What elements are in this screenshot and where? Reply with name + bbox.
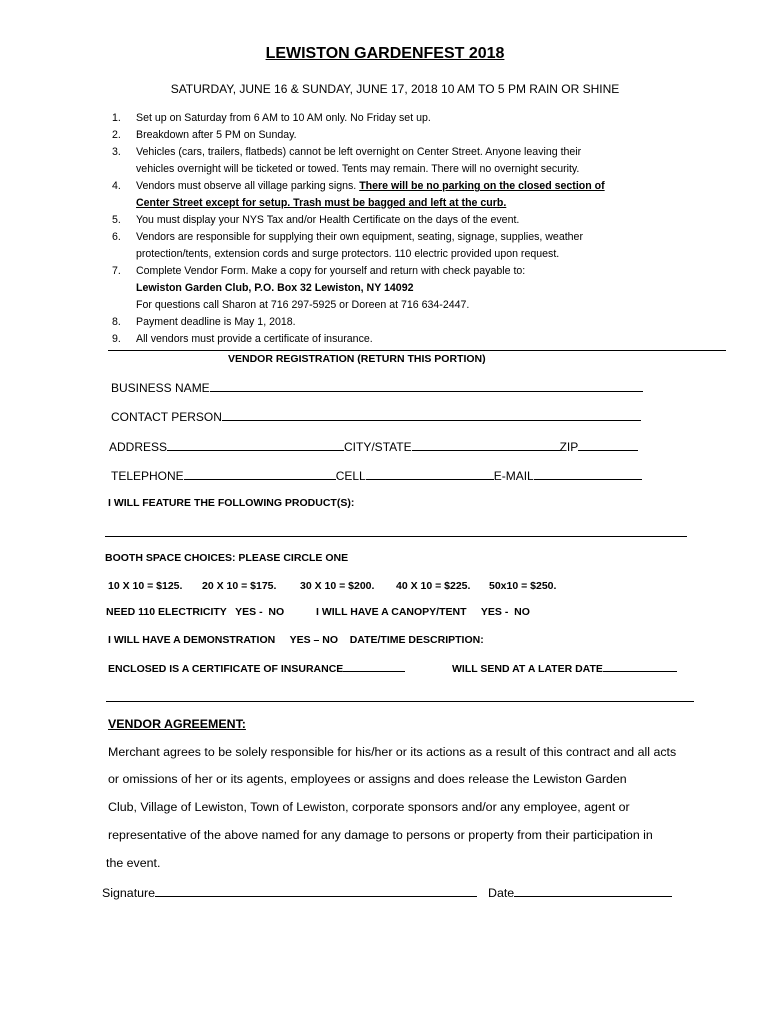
booth-title: BOOTH SPACE CHOICES: PLEASE CIRCLE ONE — [105, 552, 349, 564]
business-name-field[interactable] — [210, 380, 643, 392]
booth-option-30x10[interactable]: 30 X 10 = $200. — [300, 580, 375, 592]
list-item-continued: Center Street except for setup. Trash must be bagged and left at the curb. — [136, 197, 507, 209]
agreement-line: the event. — [106, 856, 161, 870]
cell-field[interactable] — [366, 468, 494, 480]
list-item: 6. Vendors are responsible for supplying their own equipment, seating, signage, supplies, weather — [112, 231, 583, 243]
address-row — [109, 439, 638, 454]
canopy-option[interactable]: I WILL HAVE A CANOPY/TENT YES - NO — [316, 606, 530, 618]
signature-field[interactable] — [155, 884, 477, 897]
demonstration-option[interactable]: I WILL HAVE A DEMONSTRATION YES – NO DATE/TIME DESCRIPTION: — [108, 634, 484, 646]
divider — [108, 350, 726, 351]
zip-label: ZIP — [559, 440, 579, 454]
signature-label: Signature — [102, 886, 156, 900]
agreement-line: or omissions of her or its agents, employees or assigns and does release the Lewiston Garden — [108, 772, 627, 786]
booth-option-40x10[interactable]: 40 X 10 = $225. — [396, 580, 471, 592]
contact-person-field[interactable] — [222, 409, 641, 421]
list-item: 5. You must display your NYS Tax and/or Health Certificate on the days of the event. — [112, 214, 520, 226]
date-label: Date — [488, 886, 515, 900]
list-item: 4. Vendors must observe all village parking signs. There will be no parking on the closed section of — [112, 180, 605, 192]
list-item: 7. Complete Vendor Form. Make a copy for yourself and return with check payable to: — [112, 265, 526, 277]
agreement-line: Merchant agrees to be solely responsible for his/her or its actions as a result of this contract and all acts — [108, 745, 677, 759]
date-row — [488, 884, 672, 900]
later-field[interactable] — [603, 661, 677, 672]
electricity-option[interactable]: NEED 110 ELECTRICITY YES - NO — [106, 606, 285, 618]
products-field[interactable] — [105, 536, 687, 537]
telephone-label: TELEPHONE — [111, 469, 184, 483]
zip-field[interactable] — [578, 439, 638, 451]
booth-option-20x10[interactable]: 20 X 10 = $175. — [202, 580, 277, 592]
list-item: 9. All vendors must provide a certificate of insurance. — [112, 333, 373, 345]
booth-option-50x10[interactable]: 50x10 = $250. — [489, 580, 557, 592]
telephone-field[interactable] — [184, 468, 336, 480]
products-label: I WILL FEATURE THE FOLLOWING PRODUCT(S): — [108, 497, 355, 509]
list-item: 1. Set up on Saturday from 6 AM to 10 AM only. No Friday set up. — [112, 112, 431, 124]
agreement-title: VENDOR AGREEMENT: — [108, 717, 246, 731]
list-item: 2. Breakdown after 5 PM on Sunday. — [112, 129, 297, 141]
phone-row — [111, 468, 642, 483]
business-name-label: BUSINESS NAME — [111, 381, 210, 395]
city-state-label: CITY/STATE — [344, 440, 412, 454]
insurance-row — [108, 661, 405, 675]
contact-person-row — [111, 409, 641, 424]
list-item-continued: vehicles overnight will be ticketed or towed. Tents may remain. There will no overnight security. — [136, 163, 580, 175]
cell-label: CELL — [335, 469, 366, 483]
city-state-field[interactable] — [412, 439, 560, 451]
list-item-continued: protection/tents, extension cords and surge protectors. 110 electric provided upon request. — [136, 248, 560, 260]
list-item-continued: For questions call Sharon at 716 297-5925 or Doreen at 716 634-2447. — [136, 299, 470, 311]
event-subtitle: SATURDAY, JUNE 16 & SUNDAY, JUNE 17, 2018 10 AM TO 5 PM RAIN OR SHINE — [170, 82, 620, 96]
insurance-field[interactable] — [343, 661, 405, 672]
rules-list — [112, 110, 672, 348]
insurance-label: ENCLOSED IS A CERTIFICATE OF INSURANCE — [108, 663, 344, 675]
booth-option-10x10[interactable]: 10 X 10 = $125. — [108, 580, 183, 592]
divider — [106, 701, 694, 702]
agreement-line: representative of the above named for any damage to persons or property from their participation in — [108, 828, 653, 842]
agreement-line: Club, Village of Lewiston, Town of Lewiston, corporate sponsors and/or any employee, agent or — [108, 800, 630, 814]
later-label: WILL SEND AT A LATER DATE — [452, 663, 603, 675]
registration-title: VENDOR REGISTRATION (RETURN THIS PORTION) — [228, 353, 486, 365]
address-label: ADDRESS — [109, 440, 168, 454]
signature-row — [102, 884, 477, 900]
contact-person-label: CONTACT PERSON — [111, 410, 222, 424]
address-field[interactable] — [167, 439, 344, 451]
page-title: LEWISTON GARDENFEST 2018 — [265, 45, 505, 62]
list-item: 8. Payment deadline is May 1, 2018. — [112, 316, 296, 328]
later-row — [452, 661, 677, 675]
business-name-row — [111, 380, 643, 395]
email-field[interactable] — [534, 468, 642, 480]
list-item: 3. Vehicles (cars, trailers, flatbeds) cannot be left overnight on Center Street. Anyone leaving their — [112, 146, 582, 158]
list-item-continued: Lewiston Garden Club, P.O. Box 32 Lewiston, NY 14092 — [136, 282, 414, 294]
email-label: E-MAIL — [493, 469, 534, 483]
date-field[interactable] — [514, 884, 672, 897]
